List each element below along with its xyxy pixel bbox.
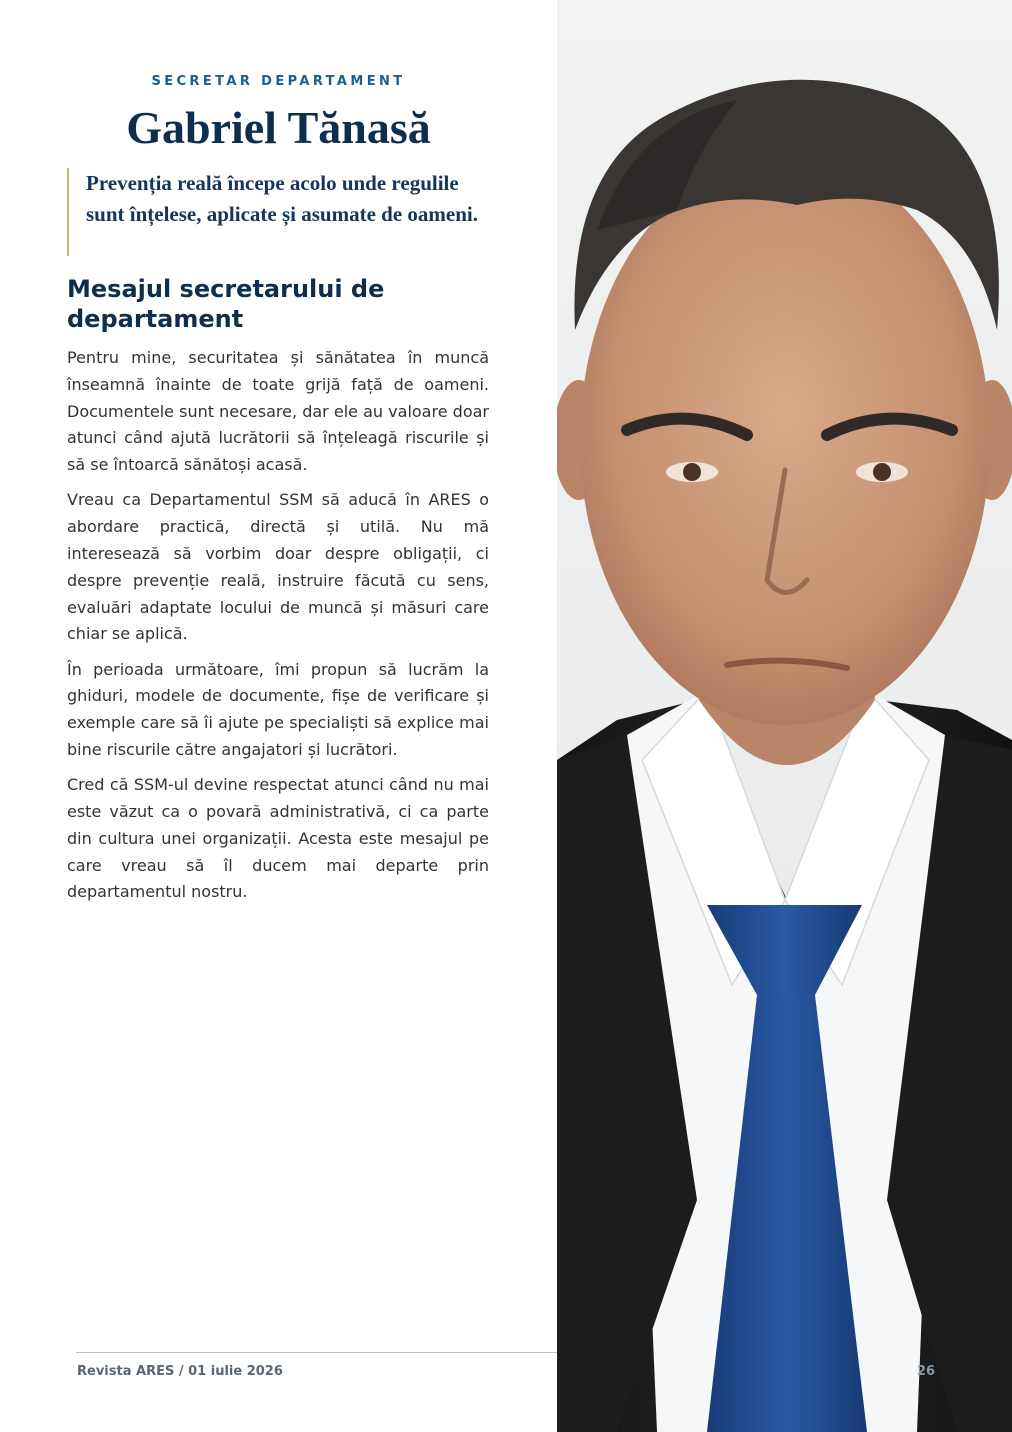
paragraph: Cred că SSM-ul devine respectat atunci când nu mai este văzut ca o povară administrativă, ci ca parte din cultura unei organizații. Acesta este mesajul pe care vreau să îl ducem mai departe prin departamentul nostru. <box>67 775 489 902</box>
portrait-illustration <box>557 0 1012 1432</box>
paragraph: În perioada următoare, îmi propun să lucrăm la ghiduri, modele de documente, fișe de verificare și exemple care să îi ajute pe specialiști să explice mai bine riscurile către angajatori și lucrători. <box>67 659 489 759</box>
footer-divider <box>76 1352 557 1353</box>
article-body <box>67 345 489 915</box>
role-label: SECRETAR DEPARTAMENT <box>151 74 406 89</box>
page-number: 26 <box>916 1364 936 1379</box>
paragraph: Pentru mine, securitatea și sănătatea în muncă înseamnă înainte de toate grijă față de oameni. Documentele sunt necesare, dar ele au valoare doar atunci când ajută lucrătorii să înțeleagă riscurile și să se întoarcă sănătoși acasă. <box>67 348 489 475</box>
pull-quote: Prevenția reală începe acolo unde regulile sunt înțelese, aplicate și asumate de oameni. <box>67 168 487 256</box>
paragraph: Vreau ca Departamentul SSM să aducă în ARES o abordare practică, directă și utilă. Nu mă interesează să vorbim doar despre obligații, ci despre prevenție reală, instruire făcută cu sens, evaluări adaptate locului de muncă și măsuri care chiar se aplică. <box>67 490 489 644</box>
person-name: Gabriel Tănasă <box>126 102 431 153</box>
section-title: Mesajul secretarului de departament <box>67 275 385 333</box>
footer-publication: Revista ARES / 01 iulie 2026 <box>77 1364 283 1379</box>
portrait-photo <box>557 0 1012 1432</box>
